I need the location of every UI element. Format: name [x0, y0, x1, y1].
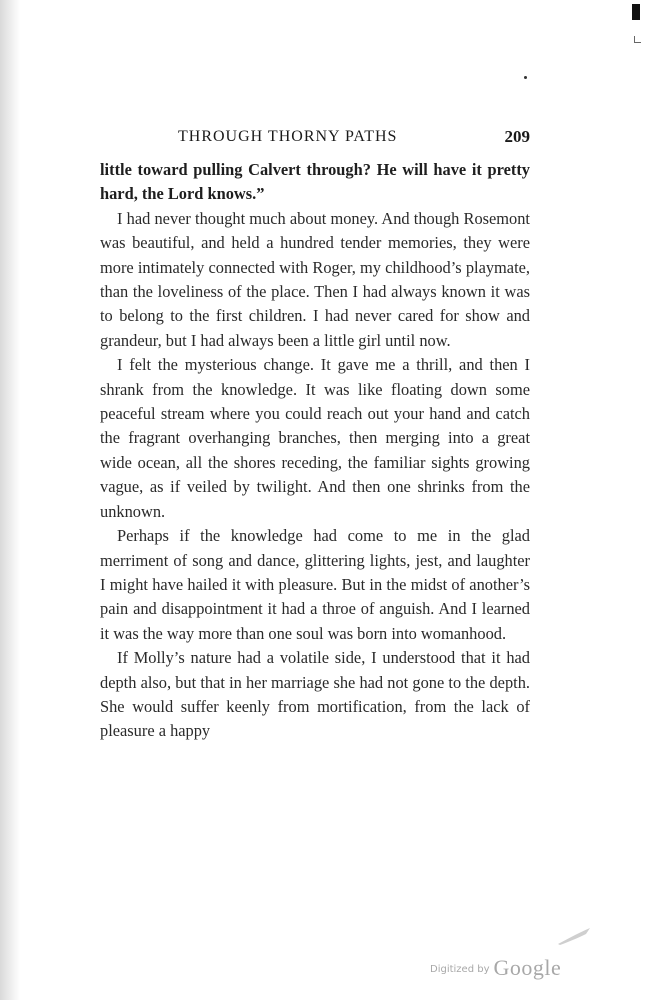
running-head — [100, 128, 530, 152]
paragraph: I had never thought much about money. And though Rosemont was beautiful, and held a hundred tender memories, they were more intimately connected with Roger, my childhood’s playmate, than the loveliness of the place. Then I had always known it was to belong to the first children. I had never cared for show and grandeur, but I had always been a little girl until now. — [100, 208, 530, 350]
scan-smudge — [556, 926, 592, 946]
digitized-by-label: Digitized by — [430, 964, 490, 975]
ink-speck — [524, 76, 527, 79]
google-wordmark: Google — [493, 955, 562, 980]
paragraph: Perhaps if the knowledge had come to me in the glad merriment of song and dance, glittering lights, jest, and laughter I might have hailed it with pleasure. But in the midst of another’s pain and disappointment it had a throe of anguish. And I learned it was the way more than one soul was born into womanhood. — [100, 526, 530, 643]
scan-corner-tick — [634, 36, 641, 43]
paragraph-continuation: little toward pulling Calvert through? He will have it pretty hard, the Lord knows.” — [100, 160, 530, 204]
running-title: THROUGH THORNY PATHS — [178, 128, 398, 145]
paragraph: I felt the mysterious change. It gave me a thrill, and then I shrank from the knowledge. It was like floating down some peaceful stream where you could reach out your hand and catch the fragrant overhanging branches, then merging into a great wide ocean, all the shores receding, the familiar sights growing vague, as if veiled by twilight. And then one shrinks from the unknown. — [100, 355, 530, 521]
digitized-by-google-watermark — [430, 955, 561, 979]
page-edge-shadow — [0, 0, 20, 1000]
page-number: 209 — [504, 127, 530, 146]
scan-corner-mark — [632, 4, 640, 20]
paragraph: If Molly’s nature had a volatile side, I understood that it had depth also, but that in her marriage she had not gone to the depth. She would suffer keenly from mortification, from the lack of pleasure a happy — [100, 648, 530, 741]
body-text — [100, 158, 530, 744]
